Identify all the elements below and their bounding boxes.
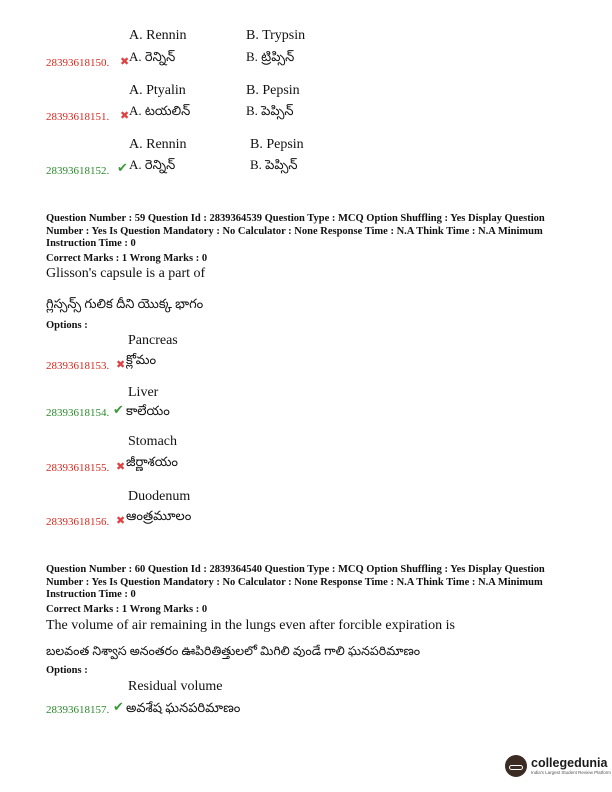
check-icon: ✔ xyxy=(117,160,128,175)
option-text-en: Residual volume xyxy=(128,679,223,694)
option-b-te: B. ట్రిప్సిన్ xyxy=(246,49,295,64)
option-id: 28393618152. xyxy=(46,165,110,177)
option-b-te: B. పెప్సిన్ xyxy=(246,103,294,118)
option-text-te: అవశేష ఘనపరిమాణం xyxy=(126,700,241,715)
options-label: Options : xyxy=(46,665,88,676)
cross-icon: ✖ xyxy=(116,515,126,527)
option-text-en: Stomach xyxy=(128,434,177,449)
logo-name: collegedunia xyxy=(531,755,608,770)
option-a-te: A. రెన్నిన్ xyxy=(129,49,176,64)
cross-icon: ✖ xyxy=(116,461,126,473)
question-text-te: గ్లిస్సన్స్ గులిక దీని యొక్క భాగం xyxy=(46,296,204,311)
option-id: 28393618151. xyxy=(46,111,110,123)
check-icon: ✔ xyxy=(113,699,124,714)
option-text-te: జీర్ణాశయం xyxy=(126,454,179,469)
question-text-te: బలవంత నిశ్వాస అనంతరం ఊపిరితిత్తులలో మిగిలి వుండే గాలి ఘనపరిమాణం xyxy=(46,644,421,658)
cross-icon: ✖ xyxy=(120,110,130,122)
option-id: 28393618150. xyxy=(46,57,110,69)
option-text-en: Liver xyxy=(128,385,159,400)
question-marks: Correct Marks : 1 Wrong Marks : 0 xyxy=(46,604,208,615)
option-b-en: B. Trypsin xyxy=(246,28,306,43)
option-text-te: కాలేయం xyxy=(126,403,170,418)
option-text-en: Duodenum xyxy=(128,489,191,504)
logo-tagline: India's Largest Student Review Platform xyxy=(531,769,611,775)
mascot-icon xyxy=(505,755,527,777)
check-icon: ✔ xyxy=(113,402,124,417)
option-a-en: A. Ptyalin xyxy=(129,83,186,98)
question-text-en: The volume of air remaining in the lungs even after forcible expiration is xyxy=(46,618,455,633)
option-id: 28393618154. xyxy=(46,407,110,419)
option-a-en: A. Rennin xyxy=(129,137,187,152)
option-b-en: B. Pepsin xyxy=(250,137,304,152)
cross-icon: ✖ xyxy=(116,359,126,371)
option-id: 28393618156. xyxy=(46,516,110,528)
question-marks: Correct Marks : 1 Wrong Marks : 0 xyxy=(46,253,208,264)
options-label: Options : xyxy=(46,320,88,331)
option-text-te: ఆంత్రమూలం xyxy=(126,508,192,523)
cross-icon: ✖ xyxy=(120,56,130,68)
option-id: 28393618155. xyxy=(46,462,110,474)
option-b-te: B. పెప్సిన్ xyxy=(250,157,298,172)
option-b-en: B. Pepsin xyxy=(246,83,300,98)
question-meta: Question Number : 60 Question Id : 2839364540 Question Type : MCQ Option Shuffling : Yes Display Question Number : Yes Is Question Mandatory : No Calculator : None Response Time : N.A Think Time : N.A Minimum Instruction Time : 0 xyxy=(46,564,545,600)
option-a-te: A. టయలిన్ xyxy=(129,103,191,118)
collegedunia-logo xyxy=(505,755,611,777)
option-text-te: క్లోమం xyxy=(126,352,157,367)
question-text-en: Glisson's capsule is a part of xyxy=(46,266,206,281)
option-a-te: A. రెన్నిన్ xyxy=(129,157,176,172)
option-text-en: Pancreas xyxy=(128,333,178,348)
option-a-en: A. Rennin xyxy=(129,28,187,43)
option-id: 28393618153. xyxy=(46,360,110,372)
question-meta: Question Number : 59 Question Id : 2839364539 Question Type : MCQ Option Shuffling : Yes Display Question Number : Yes Is Question Mandatory : No Calculator : None Response Time : N.A Think Time : N.A Minimum Instruction Time : 0 xyxy=(46,213,545,249)
option-id: 28393618157. xyxy=(46,704,110,716)
